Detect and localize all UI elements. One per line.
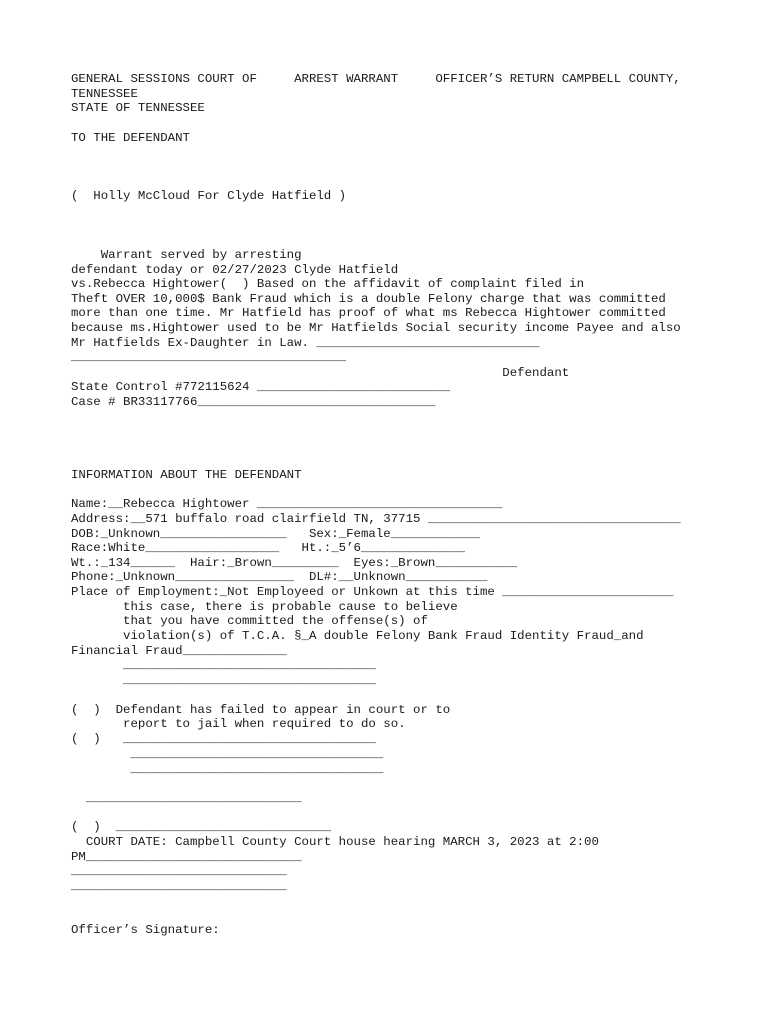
defendant-dob-sex: DOB:_Unknown_________________ Sex:_Female____________	[71, 527, 480, 541]
failed-to-appear-line: ( ) Defendant has failed to appear in court or to	[71, 703, 451, 717]
state-of-tennessee: STATE OF TENNESSEE	[71, 101, 205, 115]
court-date-line: COURT DATE: Campbell County Court house hearing MARCH 3, 2023 at 2:00	[71, 835, 599, 849]
charge-line-2: more than one time. Mr Hatfield has proof of what ms Rebecca Hightower committed	[71, 306, 666, 320]
court-header-state: TENNESSEE	[71, 87, 138, 101]
to-the-defendant: TO THE DEFENDANT	[71, 131, 190, 145]
filed-by-line: ( Holly McCloud For Clyde Hatfield )	[71, 189, 347, 203]
defendant-weight-hair-eyes: Wt.:_134______ Hair:_Brown_________ Eyes:_Brown___________	[71, 556, 518, 570]
blank-line: __________________________________	[71, 747, 384, 761]
blank-line: _____________________________	[71, 879, 287, 893]
probable-cause-line-2: that you have committed the offense(s) of	[71, 614, 428, 628]
case-number: Case # BR33117766________________________________	[71, 395, 436, 409]
blank-line: _____________________________	[71, 864, 287, 878]
defendant-phone-dl: Phone:_Unknown________________ DL#:__Unknown___________	[71, 570, 488, 584]
blank-line: __________________________________	[71, 658, 376, 672]
affidavit-line: vs.Rebecca Hightower( ) Based on the affidavit of complaint filed in	[71, 277, 585, 291]
defendant-address: Address:__571 buffalo road clairfield TN, 37715 __________________________________	[71, 512, 681, 526]
defendant-race-height: Race:White__________________ Ht.:_5’6______________	[71, 541, 466, 555]
defendant-name: Name:__Rebecca Hightower _________________________________	[71, 497, 503, 511]
warrant-served-line: Warrant served by arresting	[71, 248, 302, 262]
violation-line-cont: Financial Fraud______________	[71, 644, 287, 658]
defendant-label: Defendant	[71, 366, 570, 380]
signature-blank-line: _____________________________________	[71, 350, 347, 364]
charge-line-3: because ms.Hightower used to be Mr Hatfields Social security income Payee and also	[71, 321, 681, 335]
defendant-info-heading: INFORMATION ABOUT THE DEFENDANT	[71, 468, 302, 482]
state-control-number: State Control #772115624 __________________________	[71, 380, 451, 394]
blank-line: __________________________________	[71, 762, 384, 776]
charge-line-1: Theft OVER 10,000$ Bank Fraud which is a double Felony charge that was committed	[71, 292, 666, 306]
blank-line: _____________________________	[71, 791, 302, 805]
served-date-line: defendant today or 02/27/2023 Clyde Hatfield	[71, 263, 399, 277]
court-header-line: GENERAL SESSIONS COURT OF ARREST WARRANT OFFICER’S RETURN CAMPBELL COUNTY,	[71, 72, 681, 86]
defendant-employment: Place of Employment:_Not Employeed or Unkown at this time _______________________	[71, 585, 674, 599]
blank-line: __________________________________	[71, 673, 376, 687]
report-to-jail-line: report to jail when required to do so.	[71, 717, 406, 731]
court-date-line-cont: PM_____________________________	[71, 850, 302, 864]
checkbox-blank-line: ( ) _____________________________	[71, 820, 332, 834]
violation-line: violation(s) of T.C.A. §_A double Felony Bank Fraud Identity Fraud_and	[71, 629, 644, 643]
probable-cause-line-1: this case, there is probable cause to believe	[71, 600, 458, 614]
charge-line-4: Mr Hatfields Ex-Daughter in Law. ______________________________	[71, 336, 540, 350]
officer-signature-label: Officer’s Signature:	[71, 923, 220, 937]
checkbox-blank-line: ( ) __________________________________	[71, 732, 376, 746]
